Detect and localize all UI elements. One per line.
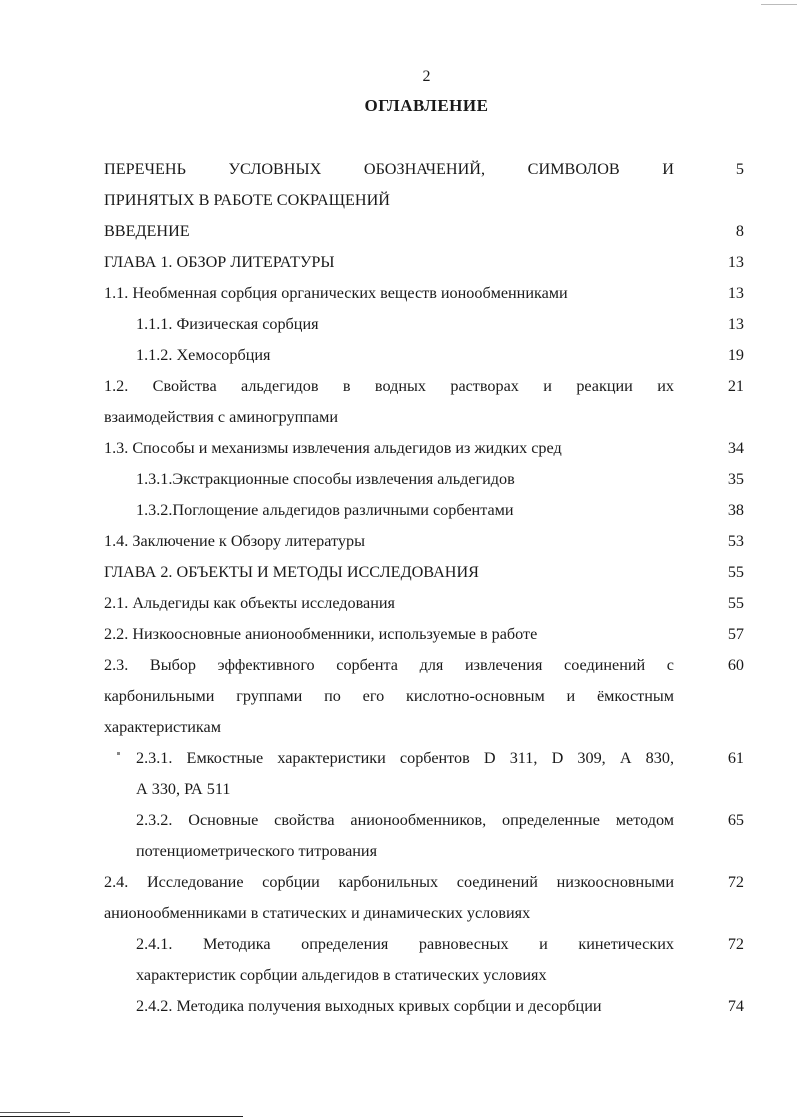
toc-entry-line: 1.1.1. Физическая сорбция xyxy=(136,315,319,333)
toc-entry-line: ВВЕДЕНИЕ xyxy=(104,222,190,240)
toc-entry[interactable] xyxy=(104,743,744,805)
toc-entry-line: 1.3. Способы и механизмы извлечения альдегидов из жидких сред xyxy=(104,439,562,457)
toc-entry-page: 5 xyxy=(735,160,744,178)
toc-entry-line: 1.3.1.Экстракционные способы извлечения альдегидов xyxy=(136,470,515,488)
toc-entry-page: 65 xyxy=(727,811,744,829)
toc-entry-line: ГЛАВА 2. ОБЪЕКТЫ И МЕТОДЫ ИССЛЕДОВАНИЯ xyxy=(104,563,479,581)
toc-entry-title xyxy=(136,464,674,495)
page-number: 2 xyxy=(422,68,431,85)
toc-entry[interactable] xyxy=(104,247,744,278)
toc-entry-page: 60 xyxy=(727,656,744,674)
toc-entry-title xyxy=(136,743,674,805)
toc-entry-page: 34 xyxy=(727,439,744,457)
toc-entry-page: 74 xyxy=(727,997,744,1015)
toc-entry-line: 2.2. Низкоосновные анионообменники, используемые в работе xyxy=(104,625,538,643)
toc-entry-title xyxy=(136,495,674,526)
toc-entry-title xyxy=(136,991,674,1022)
toc-entry[interactable] xyxy=(104,588,744,619)
toc-entry-line: карбонильными группами по его кислотно-основным и ёмкостным xyxy=(104,687,674,705)
toc-entry[interactable] xyxy=(104,371,744,433)
toc-entry-page: 72 xyxy=(727,873,744,891)
toc-entry[interactable] xyxy=(104,278,744,309)
toc-entry-page: 35 xyxy=(727,470,744,488)
toc-entry-page: 13 xyxy=(727,253,744,271)
toc-entry-line: 2.4.1. Методика определения равновесных и кинетических xyxy=(136,935,674,953)
toc-entry-title xyxy=(104,619,674,650)
toc-entry[interactable] xyxy=(104,154,744,216)
toc-entry-title xyxy=(104,216,674,247)
toc-entry-title xyxy=(104,867,674,929)
toc-entry-page: 61 xyxy=(727,749,744,767)
toc-entry-title xyxy=(104,278,674,309)
toc-entry[interactable] xyxy=(104,557,744,588)
toc-entry-line: взаимодействия с аминогруппами xyxy=(104,408,339,426)
toc-entry-title xyxy=(104,154,674,216)
table-of-contents xyxy=(104,154,744,1022)
footer-rule xyxy=(0,1116,243,1117)
toc-entry[interactable] xyxy=(104,650,744,743)
toc-entry-line: ГЛАВА 1. ОБЗОР ЛИТЕРАТУРЫ xyxy=(104,253,335,271)
toc-entry-line: 1.1.2. Хемосорбция xyxy=(136,346,271,364)
scan-edge-mark xyxy=(761,4,797,5)
toc-entry-page: 13 xyxy=(727,284,744,302)
toc-entry[interactable] xyxy=(104,495,744,526)
toc-entry-page: 57 xyxy=(727,625,744,643)
toc-entry[interactable] xyxy=(104,867,744,929)
toc-entry-line: анионообменниками в статических и динамических условиях xyxy=(104,904,531,922)
toc-entry-page: 55 xyxy=(727,594,744,612)
toc-entry-line: ПЕРЕЧЕНЬ УСЛОВНЫХ ОБОЗНАЧЕНИЙ, СИМВОЛОВ И xyxy=(104,160,674,178)
toc-entry-page: 38 xyxy=(727,501,744,519)
toc-entry[interactable] xyxy=(104,929,744,991)
toc-entry-line: 2.3.2. Основные свойства анионообменников, определенные методом xyxy=(136,811,674,829)
toc-entry-title xyxy=(104,650,674,743)
toc-entry-page: 21 xyxy=(727,377,744,395)
toc-entry-line: характеристик сорбции альдегидов в статических условиях xyxy=(136,966,547,984)
toc-entry-line: 1.4. Заключение к Обзору литературы xyxy=(104,532,365,550)
toc-entry-line: характеристикам xyxy=(104,718,221,736)
toc-entry-page: 53 xyxy=(727,532,744,550)
toc-entry-title xyxy=(104,526,674,557)
toc-entry[interactable] xyxy=(104,464,744,495)
toc-entry-title xyxy=(136,929,674,991)
toc-entry-line: 2.4. Исследование сорбции карбонильных соединений низкоосновными xyxy=(104,873,674,891)
toc-entry[interactable] xyxy=(104,619,744,650)
toc-entry[interactable] xyxy=(104,991,744,1022)
toc-entry-line: потенциометрического титрования xyxy=(136,842,378,860)
toc-entry-title xyxy=(136,805,674,867)
toc-entry-title xyxy=(136,340,674,371)
toc-entry-line: 2.3.1. Емкостные характеристики сорбентов D 311, D 309, А 830, xyxy=(136,749,674,767)
toc-entry-title xyxy=(104,247,674,278)
toc-entry-title xyxy=(104,433,674,464)
toc-entry-line: 1.3.2.Поглощение альдегидов различными сорбентами xyxy=(136,501,514,519)
toc-entry-title xyxy=(136,309,674,340)
toc-entry-title xyxy=(104,557,674,588)
toc-entry-page: 8 xyxy=(735,222,744,240)
toc-entry[interactable] xyxy=(104,526,744,557)
toc-entry-page: 13 xyxy=(727,315,744,333)
toc-entry[interactable] xyxy=(104,216,744,247)
scan-artifact-dot xyxy=(117,752,120,755)
toc-entry[interactable] xyxy=(104,433,744,464)
toc-entry[interactable] xyxy=(104,309,744,340)
toc-entry-line: 2.1. Альдегиды как объекты исследования xyxy=(104,594,396,612)
toc-entry-line: ПРИНЯТЫХ В РАБОТЕ СОКРАЩЕНИЙ xyxy=(104,191,390,209)
toc-entry-title xyxy=(104,588,674,619)
toc-entry-line: 2.4.2. Методика получения выходных кривых сорбции и десорбции xyxy=(136,997,602,1015)
toc-entry[interactable] xyxy=(104,340,744,371)
toc-entry-page: 72 xyxy=(727,935,744,953)
toc-entry-title xyxy=(104,371,674,433)
toc-entry-line: А 330, РА 511 xyxy=(136,780,231,798)
footer-rule-short xyxy=(0,1112,70,1113)
toc-entry[interactable] xyxy=(104,805,744,867)
toc-entry-page: 19 xyxy=(727,346,744,364)
toc-entry-line: 2.3. Выбор эффективного сорбента для извлечения соединений с xyxy=(104,656,674,674)
toc-entry-line: 1.2. Свойства альдегидов в водных растворах и реакции их xyxy=(104,377,674,395)
toc-entry-page: 55 xyxy=(727,563,744,581)
page-title: ОГЛАВЛЕНИЕ xyxy=(364,96,489,115)
toc-entry-line: 1.1. Необменная сорбция органических веществ ионообменниками xyxy=(104,284,568,302)
